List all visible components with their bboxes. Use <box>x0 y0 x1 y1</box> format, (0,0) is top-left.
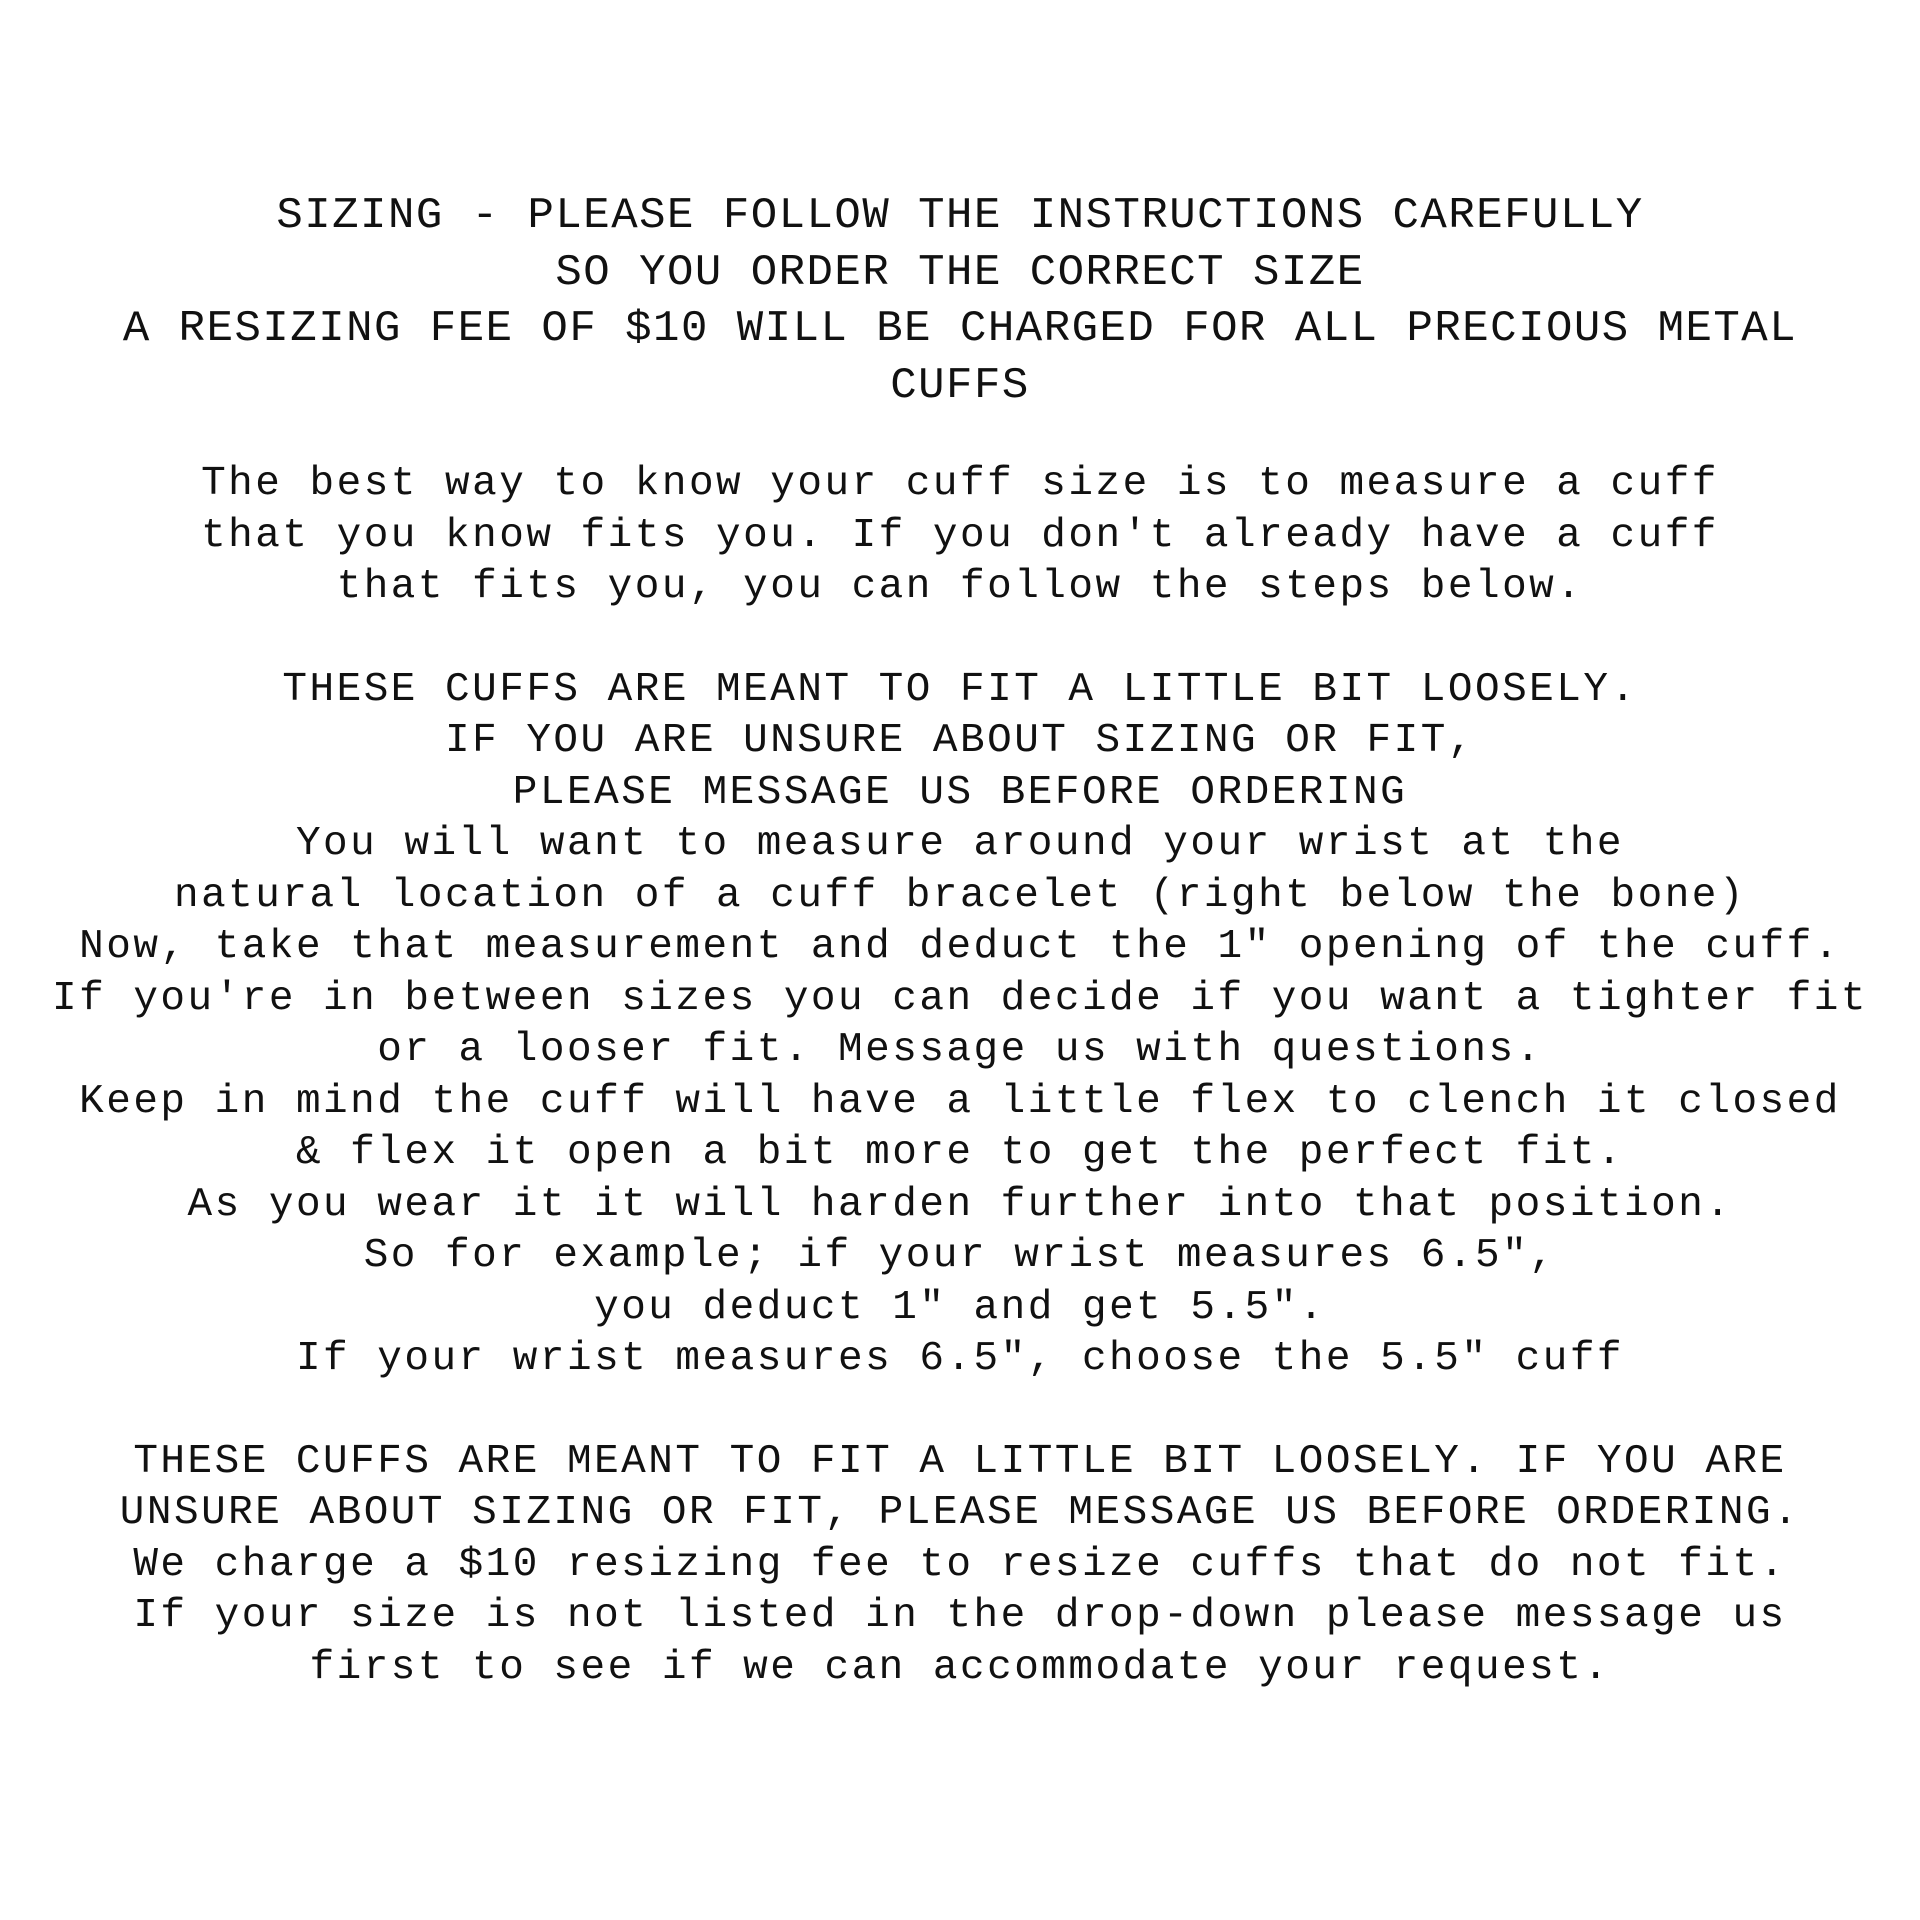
closing-line: If your size is not listed in the drop-down please message us <box>133 1593 1787 1639</box>
intro-line: The best way to know your cuff size is to measure a cuff <box>201 461 1719 507</box>
closing-line: We charge a $10 resizing fee to resize cuffs that do not fit. <box>133 1541 1787 1588</box>
instruction-line: So for example; if your wrist measures 6.5", <box>363 1233 1557 1279</box>
instruction-line: & flex it open a bit more to get the perfect fit. <box>295 1130 1625 1176</box>
instruction-line: natural location of a cuff bracelet (right below the bone) <box>173 872 1747 919</box>
heading-line: SIZING - PLEASE FOLLOW THE INSTRUCTIONS CAREFULLY <box>276 191 1644 241</box>
intro-line: that you know fits you. If you don't already have a cuff <box>201 512 1719 559</box>
intro-paragraph <box>0 459 1920 614</box>
instruction-line: You will want to measure around your wrist at the <box>295 821 1625 867</box>
instruction-line: PLEASE MESSAGE US BEFORE ORDERING <box>512 769 1408 816</box>
instruction-line: IF YOU ARE UNSURE ABOUT SIZING OR FIT, <box>445 718 1475 764</box>
heading-line: SO YOU ORDER THE CORRECT SIZE <box>555 247 1365 298</box>
instruction-line: As you wear it it will harden further into that position. <box>187 1181 1733 1228</box>
heading-line: A RESIZING FEE OF $10 WILL BE CHARGED FOR ALL PRECIOUS METAL <box>122 304 1798 354</box>
closing-line: first to see if we can accommodate your request. <box>309 1644 1611 1691</box>
closing-line: THESE CUFFS ARE MEANT TO FIT A LITTLE BIT LOOSELY. IF YOU ARE <box>133 1438 1787 1485</box>
instruction-line: If your wrist measures 6.5", choose the 5.5" cuff <box>295 1336 1625 1382</box>
heading-line: CUFFS <box>890 360 1030 411</box>
intro-line: that fits you, you can follow the steps below. <box>336 564 1584 610</box>
instruction-line: you deduct 1" and get 5.5". <box>594 1284 1326 1331</box>
instruction-line: THESE CUFFS ARE MEANT TO FIT A LITTLE BIT LOOSELY. <box>282 666 1638 713</box>
closing-line: UNSURE ABOUT SIZING OR FIT, PLEASE MESSAGE US BEFORE ORDERING. <box>119 1490 1801 1536</box>
instruction-line: Now, take that measurement and deduct the 1" opening of the cuff. <box>79 924 1841 970</box>
measuring-instructions <box>0 665 1920 1386</box>
closing-notice <box>0 1437 1920 1695</box>
instruction-line: If you're in between sizes you can decide if you want a tighter fit <box>52 975 1868 1022</box>
instruction-line: or a looser fit. Message us with questions. <box>377 1027 1543 1073</box>
sizing-heading <box>0 188 1920 414</box>
instruction-line: Keep in mind the cuff will have a little flex to clench it closed <box>79 1078 1841 1125</box>
